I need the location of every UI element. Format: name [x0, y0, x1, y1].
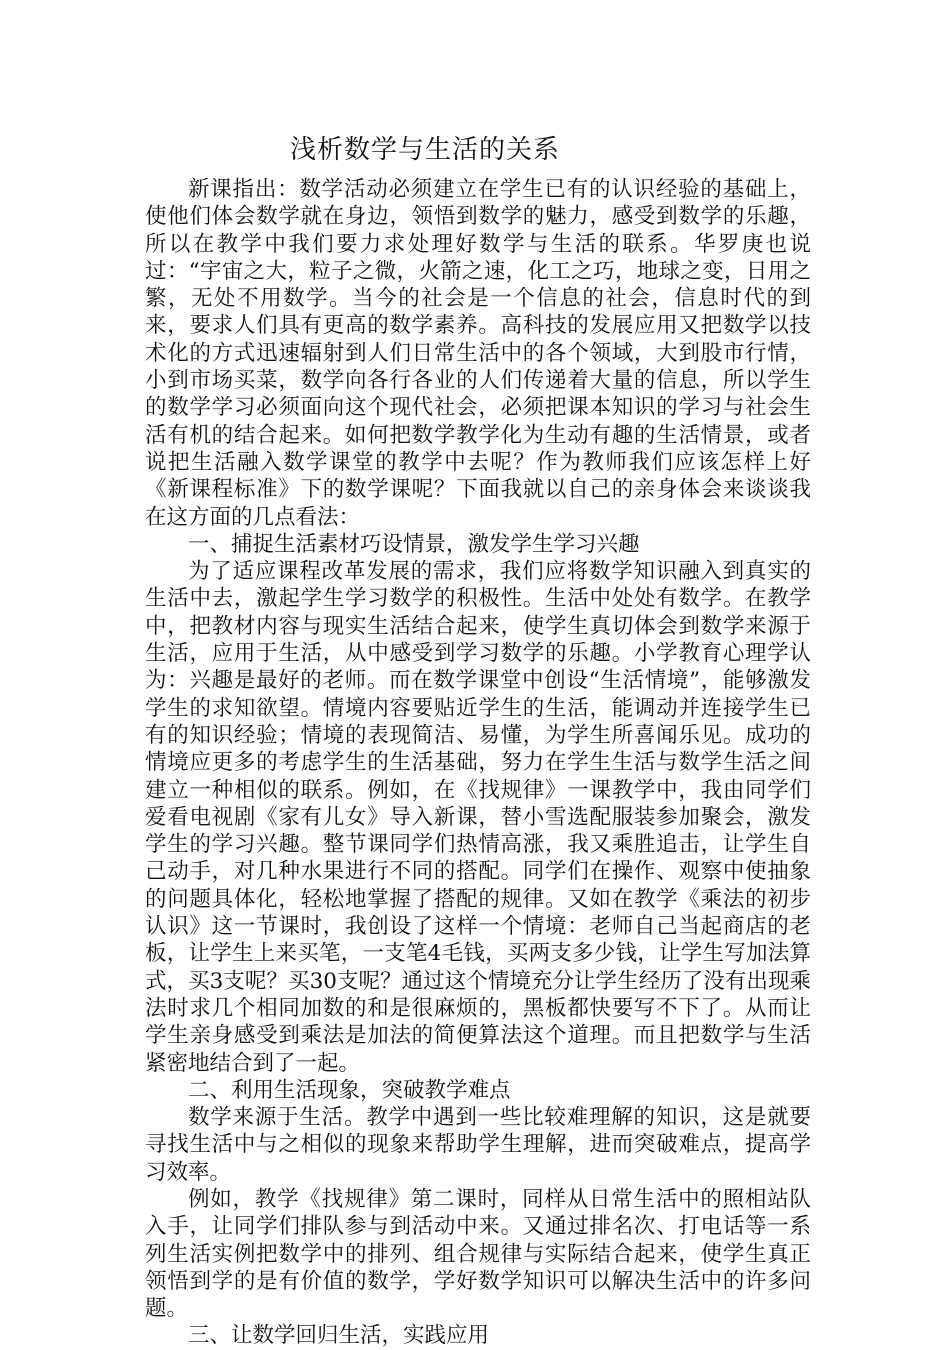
- section-heading-2: 二、利用生活现象，突破教学难点: [188, 1077, 511, 1103]
- section-heading-3: 三、让数学回归生活，实践应用: [188, 1323, 490, 1349]
- document-body: [145, 176, 811, 1350]
- section-2-example-paragraph: 例如，教学《找规律》第二课时，同样从日常生活中的照相站队入手，让同学们排队参与到活动中来。又通过排名次、打电话等一系列生活实例把数学中的排列、组合规律与实际结合起来，使学生真正领悟到学的是有价值的数学，学好数学知识可以解决生活中的许多问题。: [145, 1186, 811, 1322]
- document-title: 浅析数学与生活的关系: [289, 135, 560, 165]
- intro-paragraph: 新课指出：数学活动必须建立在学生已有的认识经验的基础上，使他们体会数学就在身边，领悟到数学的魅力，感受到数学的乐趣，所以在教学中我们要力求处理好数学与生活的联系。华罗庚也说过：“宇宙之大，粒子之微，火箭之速，化工之巧，地球之变，日用之繁，无处不用数学。当今的社会是一个信息的社会，信息时代的到来，要求人们具有更高的数学素养。高科技的发展应用又把数学以技术化的方式迅速辐射到人们日常生活中的各个领域，大到股市行情，小到市场买菜，数学向各行各业的人们传递着大量的信息，所以学生的数学学习必须面向这个现代社会，必须把课本知识的学习与社会生活有机的结合起来。如何把数学教学化为生动有趣的生活情景，或者说把生活融入数学课堂的教学中去呢？作为教师我们应该怎样上好《新课程标准》下的数学课呢？下面我就以自己的亲身体会来谈谈我在这方面的几点看法：: [145, 177, 811, 530]
- section-heading-1: 一、捕捉生活素材巧设情景，激发学生学习兴趣: [188, 531, 640, 557]
- section-2-paragraph: 数学来源于生活。教学中遇到一些比较难理解的知识，这是就要寻找生活中与之相似的现象来帮助学生理解，进而突破难点，提高学习效率。: [145, 1105, 811, 1185]
- section-1-paragraph: 为了适应课程改革发展的需求，我们应将数学知识融入到真实的生活中去，激起学生学习数学的积极性。生活中处处有数学。在教学中，把教材内容与现实生活结合起来，使学生真切体会到数学来源于生活，应用于生活，从中感受到学习数学的乐趣。小学教育心理学认为：兴趣是最好的老师。而在数学课堂中创设“生活情境”，能够激发学生的求知欲望。情境内容要贴近学生的生活，能调动并连接学生已有的知识经验；情境的表现简洁、易懂，为学生所喜闻乐见。成功的情境应更多的考虑学生的生活基础，努力在学生生活与数学生活之间建立一种相似的联系。例如，在《找规律》一课教学中，我由同学们爱看电视剧《家有儿女》导入新课，替小雪选配服装参加聚会，激发学生的学习兴趣。整节课同学们热情高涨，我又乘胜追击，让学生自己动手，对几种水果进行不同的搭配。同学们在操作、观察中使抽象的问题具体化，轻松地掌握了搭配的规律。又如在教学《乘法的初步认识》这一节课时，我创设了这样一个情境：老师自己当起商店的老板，让学生上来买笔，一支笔4毛钱，买两支多少钱，让学生写加法算式，买3支呢？买30支呢？通过这个情境充分让学生经历了没有出现乘法时求几个相同加数的和是很麻烦的，黑板都快要写不下了。从而让学生亲身感受到乘法是加法的简便算法这个道理。而且把数学与生活紧密地结合到了一起。: [145, 559, 811, 1076]
